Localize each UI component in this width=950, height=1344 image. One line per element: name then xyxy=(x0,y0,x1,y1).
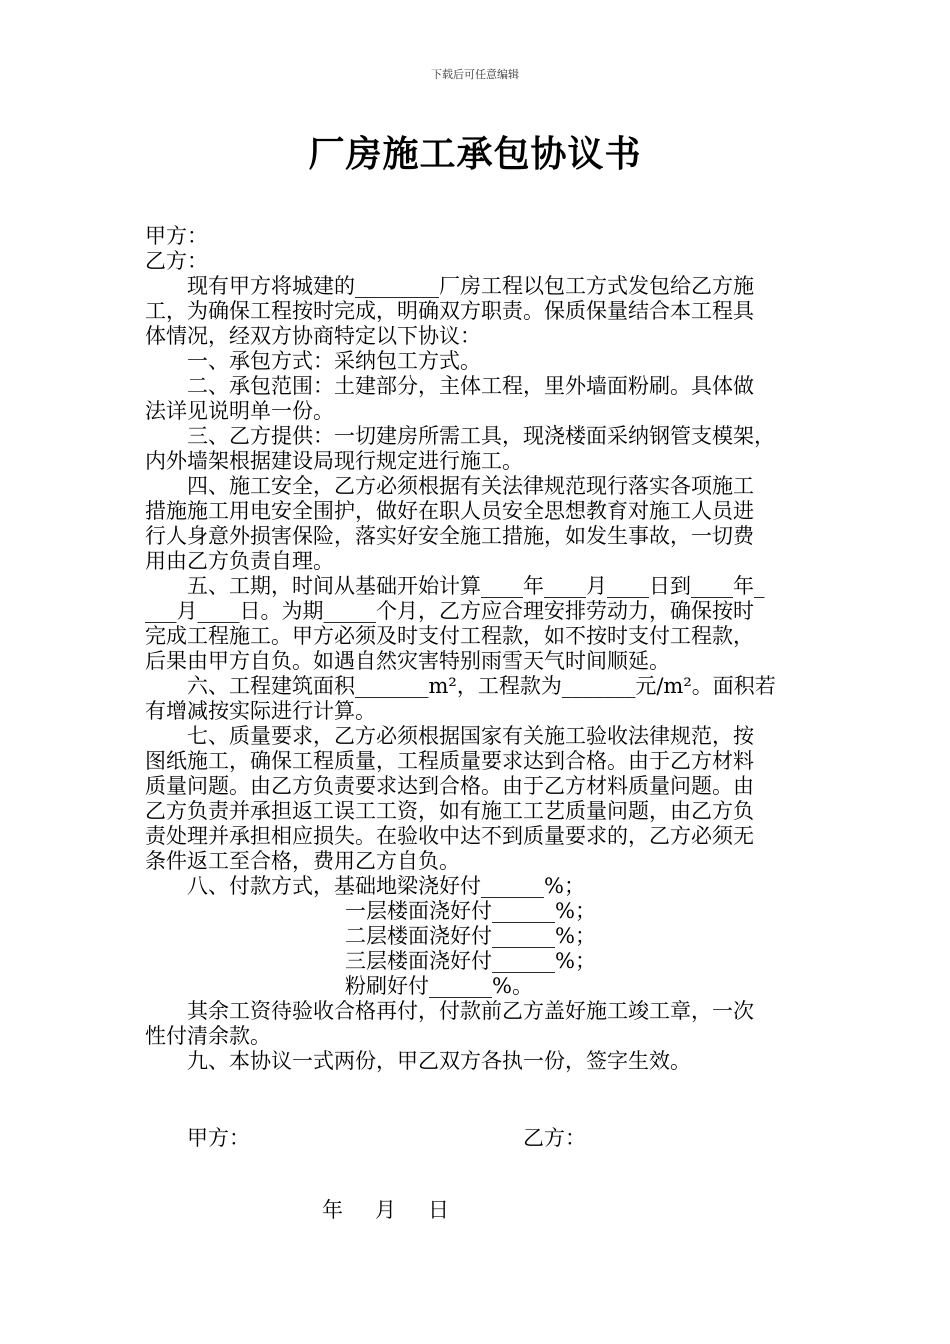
paragraph-line: 后果由甲方自负。如遇自然灾害特别雨雪天气时间顺延。 xyxy=(145,649,670,673)
paragraph-line: 有增减按实际进行计算。 xyxy=(145,699,376,723)
paragraph-line: 乙方负责并承担返工误工工资，如有施工工艺质量问题，由乙方负 xyxy=(145,799,754,823)
party-b-label: 乙方： xyxy=(145,249,208,273)
signature-party-a: 甲方： xyxy=(187,1126,250,1150)
clause-8: 八、付款方式，基础地梁浇好付______%； xyxy=(187,874,585,898)
paragraph-line: 图纸施工，确保工程质量，工程质量要求达到合格。由于乙方材料 xyxy=(145,749,754,773)
paragraph-line: ___月____日。为期_____个月，乙方应合理安排劳动力，确保按时 xyxy=(145,599,754,623)
document-body xyxy=(145,224,810,1074)
clause-9: 九、本协议一式两份，甲乙双方各执一份，签字生效。 xyxy=(187,1049,691,1073)
payment-line: 三层楼面浇好付______%； xyxy=(345,949,596,973)
paragraph-line: 条件返工至合格，费用乙方自负。 xyxy=(145,849,460,873)
paragraph-line: 内外墙架根据建设局现行规定进行施工。 xyxy=(145,449,523,473)
document-title: 厂房施工承包协议书 xyxy=(308,133,642,175)
header-note: 下载后可任意编辑 xyxy=(431,68,519,81)
date-year: 年 xyxy=(322,1198,343,1222)
paragraph-line: 措施施工用电安全围护，做好在职人员安全思想教育对施工人员进 xyxy=(145,499,754,523)
paragraph-line: 工，为确保工程按时完成，明确双方职责。保质保量结合本工程具 xyxy=(145,299,754,323)
paragraph-line: 性付清余款。 xyxy=(145,1024,271,1048)
signature-date xyxy=(322,1194,481,1224)
date-month: 月 xyxy=(375,1198,396,1222)
paragraph-line: 责处理并承担相应损失。在验收中达不到质量要求的，乙方必须无 xyxy=(145,824,754,848)
paragraph-line: 质量问题。由乙方负责要求达到合格。由于乙方材料质量问题。由 xyxy=(145,774,754,798)
paragraph-line: 法详见说明单一份。 xyxy=(145,399,334,423)
date-day: 日 xyxy=(428,1198,449,1222)
paragraph-line: 现有甲方将城建的________厂房工程以包工方式发包给乙方施 xyxy=(187,274,754,298)
paragraph-line: 行人身意外损害保险，落实好安全施工措施，如发生事故，一切费 xyxy=(145,524,754,548)
payment-line: 粉刷好付______%。 xyxy=(345,974,533,998)
paragraph-line: 用由乙方负责自理。 xyxy=(145,549,334,573)
clause-3: 三、乙方提供：一切建房所需工具，现浇楼面采纳钢管支模架， xyxy=(187,424,775,448)
paragraph-line: 其余工资待验收合格再付，付款前乙方盖好施工竣工章，一次 xyxy=(187,999,754,1023)
clause-7: 七、质量要求，乙方必须根据国家有关施工验收法律规范，按 xyxy=(187,724,754,748)
clause-5: 五、工期，时间从基础开始计算____年____月____日到____年_ xyxy=(187,574,765,598)
clause-6: 六、工程建筑面积_______m²，工程款为_______元/m²。面积若 xyxy=(187,674,776,698)
payment-line: 二层楼面浇好付______%； xyxy=(345,924,596,948)
signature-party-b: 乙方： xyxy=(523,1126,586,1150)
party-a-label: 甲方： xyxy=(145,224,208,248)
paragraph-line: 体情况，经双方协商特定以下协议： xyxy=(145,324,481,348)
clause-2: 二、承包范围：土建部分，主体工程，里外墙面粉刷。具体做 xyxy=(187,374,754,398)
clause-1: 一、承包方式：采纳包工方式。 xyxy=(187,349,481,373)
clause-4: 四、施工安全，乙方必须根据有关法律规范现行落实各项施工 xyxy=(187,474,754,498)
paragraph-line: 完成工程施工。甲方必须及时支付工程款，如不按时支付工程款， xyxy=(145,624,754,648)
payment-line: 一层楼面浇好付______%； xyxy=(345,899,596,923)
